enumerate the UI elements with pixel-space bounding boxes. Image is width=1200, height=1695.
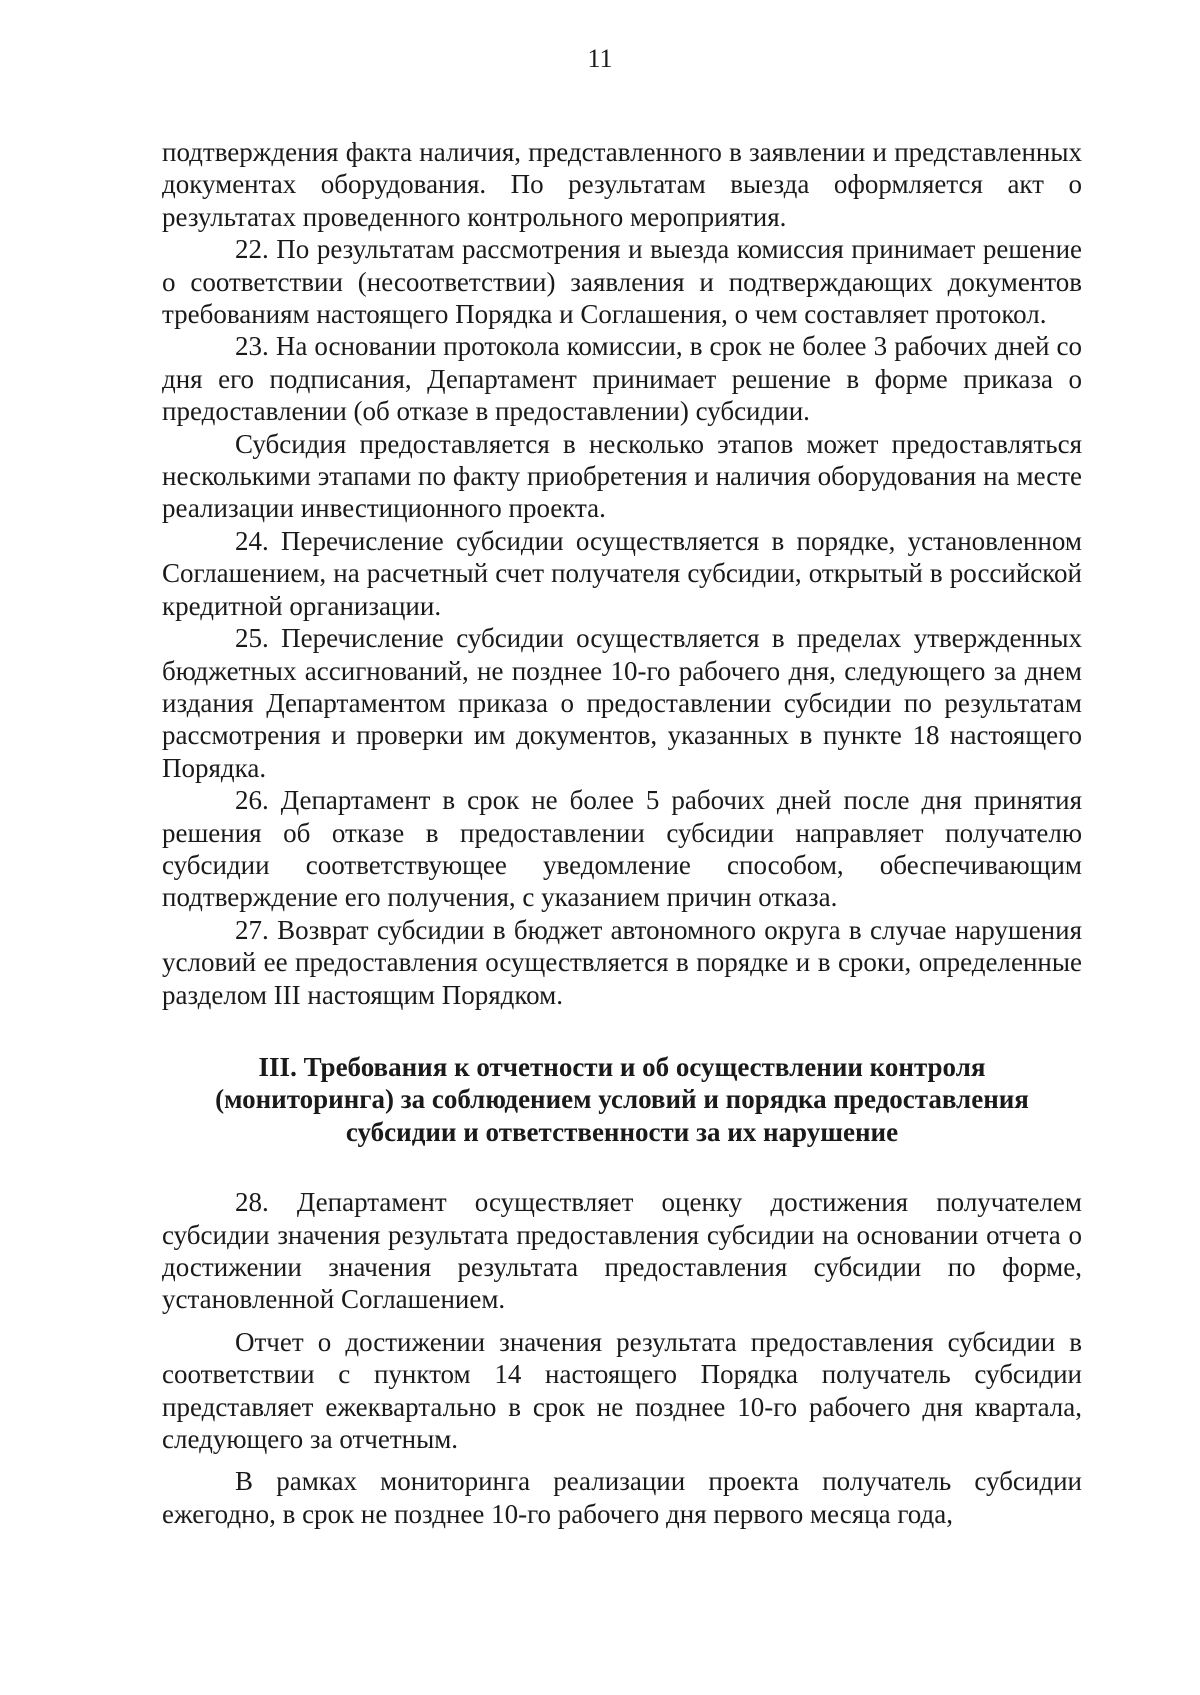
section-heading-line: (мониторинга) за соблюдением условий и порядка предоставления <box>215 1084 1029 1115</box>
paragraph-monitoring: В рамках мониторинга реализации проекта получатель субсидии ежегодно, в срок не позднее 10-го рабочего дня первого месяца года, <box>162 1466 1082 1529</box>
paragraph-item-28: 28. Департамент осуществляет оценку достижения получателем субсидии значения результата предоставления субсидии на основании отчета о достижении значения результата предоставления субсидии по форме, установленной Соглашением. <box>162 1187 1082 1315</box>
paragraph-report-deadline: Отчет о достижении значения результата предоставления субсидии в соответствии с пунктом 14 настоящего Порядка получатель субсидии представляет ежеквартально в срок не позднее 10-го рабочего дня квартала, следующего за отчетным. <box>162 1326 1082 1455</box>
paragraph-item-23: 23. На основании протокола комиссии, в срок не более 3 рабочих дней со дня его подписания, Департамент принимает решение в форме приказа о предоставлении (об отказе в предоставлении) субсидии. <box>162 331 1082 427</box>
section-heading <box>162 1051 1082 1148</box>
paragraph-continuation: подтверждения факта наличия, представленного в заявлении и представленных документах оборудования. По результатам выезда оформляется акт о результатах проведенного контрольного мероприятия. <box>162 137 1082 232</box>
document-body <box>162 136 1082 1530</box>
paragraph-item-24: 24. Перечисление субсидии осуществляется в порядке, установленном Соглашением, на расчетный счет получателя субсидии, открытый в российской кредитной организации. <box>162 525 1082 621</box>
paragraph-item-26: 26. Департамент в срок не более 5 рабочих дней после дня принятия решения об отказе в предоставлении субсидии направляет получателю субсидии соответствующее уведомление способом, обеспечивающим подтверждение его получения, с указанием причин отказа. <box>162 785 1082 913</box>
paragraph-item-25: 25. Перечисление субсидии осуществляется в пределах утвержденных бюджетных ассигнований, не позднее 10-го рабочего дня, следующего за днем издания Департаментом приказа о предоставлении субсидии по результатам рассмотрения и проверки им документов, указанных в пункте 18 настоящего Порядка. <box>162 623 1082 783</box>
paragraph-subsidy-stages: Субсидия предоставляется в несколько этапов может предоставляться несколькими этапами по факту приобретения и наличия оборудования на месте реализации инвестиционного проекта. <box>162 428 1082 524</box>
paragraph-item-27: 27. Возврат субсидии в бюджет автономного округа в случае нарушения условий ее предоставления осуществляется в порядке и в сроки, определенные разделом III настоящим Порядком. <box>162 914 1082 1010</box>
section-heading-line: III. Требования к отчетности и об осуществлении контроля <box>258 1051 986 1082</box>
section-heading-line: субсидии и ответственности за их нарушение <box>345 1116 899 1147</box>
paragraph-item-22: 22. По результатам рассмотрения и выезда комиссия принимает решение о соответствии (несоответствии) заявления и подтверждающих документов требованиям настоящего Порядка и Соглашения, о чем составляет протокол. <box>162 234 1082 330</box>
page-number: 11 <box>587 44 613 73</box>
